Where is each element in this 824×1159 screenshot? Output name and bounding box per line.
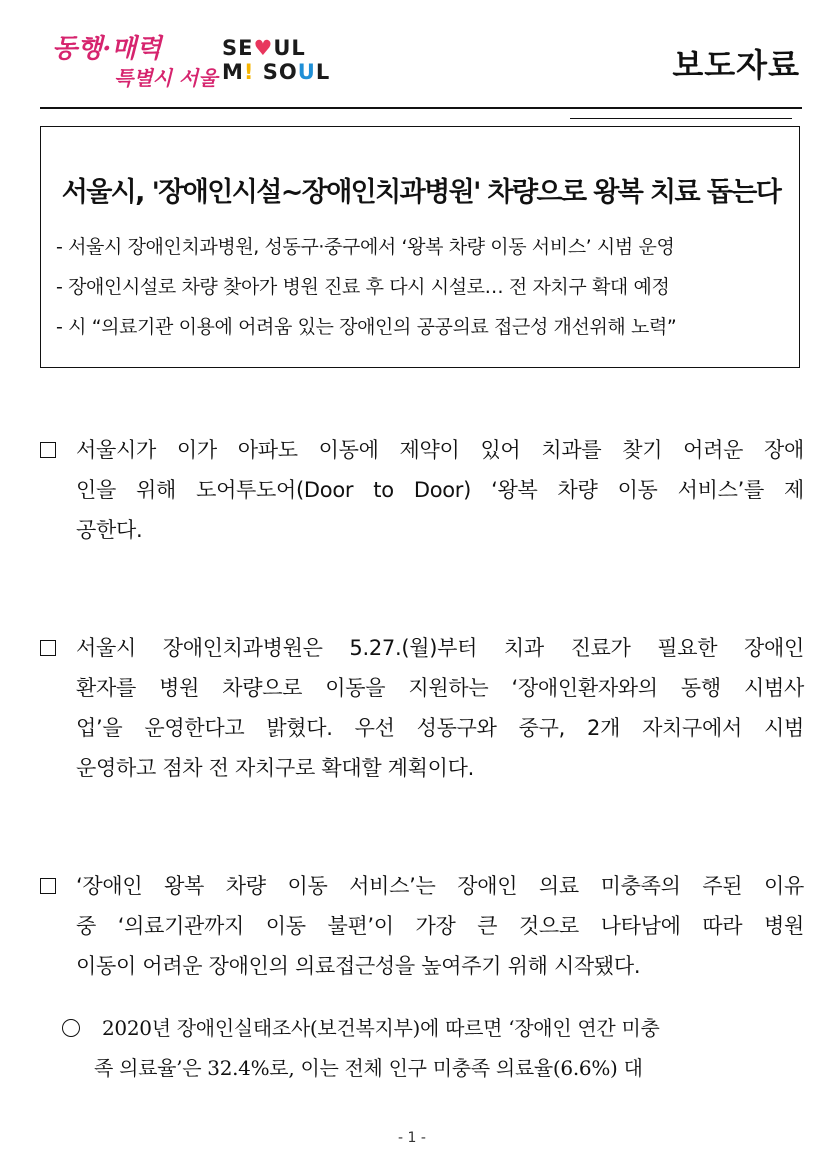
paragraph-line: 서울시가 이가 아파도 이동에 제약이 있어 치과를 찾기 어려운 장애 [76,438,804,462]
paragraph-line: 환자를 병원 차량으로 이동을 지원하는 ‘장애인환자와의 동행 시범사 [76,676,804,700]
body-paragraph-1 [40,430,804,550]
paragraph-line: 서울시 장애인치과병원은 5.27.(월)부터 치과 진료가 필요한 장애인 [76,636,804,660]
summary-bullet-3: - 시 “의료기관 이용에 어려움 있는 장애인의 공공의료 접근성 개선위해 노력” [56,316,677,338]
summary-bullet-1: - 서울시 장애인치과병원, 성동구·중구에서 ‘왕복 차량 이동 서비스’ 시범 운영 [56,236,675,258]
paragraph-line: ‘장애인 왕복 차량 이동 서비스’는 장애인 의료 미충족의 주된 이유 [76,874,804,898]
slogan-line-2: 특별시 서울 [114,66,218,90]
page-number: - 1 - [398,1130,426,1146]
header-subdivider [570,118,792,119]
paragraph-line: 업’을 운영한다고 밝혔다. 우선 성동구와 중구, 2개 자치구에서 시범 [76,716,804,740]
paragraph-line: 중 ‘의료기관까지 이동 불편’이 가장 큰 것으로 나타남에 따라 병원 [76,914,804,938]
paragraph-line: 이동이 어려운 장애인의 의료접근성을 높여주기 위해 시작됐다. [76,954,641,978]
square-bullet-icon [40,430,56,470]
headline: 서울시, '장애인시설~장애인치과병원' 차량으로 왕복 치료 돕는다 [61,177,781,208]
paragraph-line: 인을 위해 도어투도어(Door to Door) ‘왕복 차량 이동 서비스’를 제 [76,478,804,502]
paragraph-line: 2020년 장애인실태조사(보건복지부)에 따르면 ‘장애인 연간 미충 [102,1016,660,1040]
seoul-slogan-logo [52,28,218,96]
logo-line-2: M! SOUL [222,60,331,84]
paragraph-line: 공한다. [76,518,143,542]
slogan-line-1: 동행·매력 [52,34,162,64]
logo-line-1: SE♥UL [222,36,306,60]
circle-bullet-icon [62,1008,80,1048]
body-subparagraph-1 [62,1008,802,1088]
header-divider [40,107,802,109]
paragraph-line: 족 의료율’은 32.4%로, 이는 전체 인구 미충족 의료율(6.6%) 대 [94,1056,643,1080]
document-type-title: 보도자료 [672,46,800,84]
paragraph-line: 운영하고 점차 전 자치구로 확대할 계획이다. [76,756,474,780]
summary-bullet-2: - 장애인시설로 차량 찾아가 병원 진료 후 다시 시설로… 전 자치구 확대 예정 [56,276,670,298]
body-paragraph-2 [40,628,804,788]
exclamation-icon: ! [243,60,255,84]
seoul-my-soul-logo [222,36,331,92]
heart-icon: ♥ [253,36,274,60]
square-bullet-icon [40,628,56,668]
square-bullet-icon [40,866,56,906]
body-paragraph-3 [40,866,804,986]
